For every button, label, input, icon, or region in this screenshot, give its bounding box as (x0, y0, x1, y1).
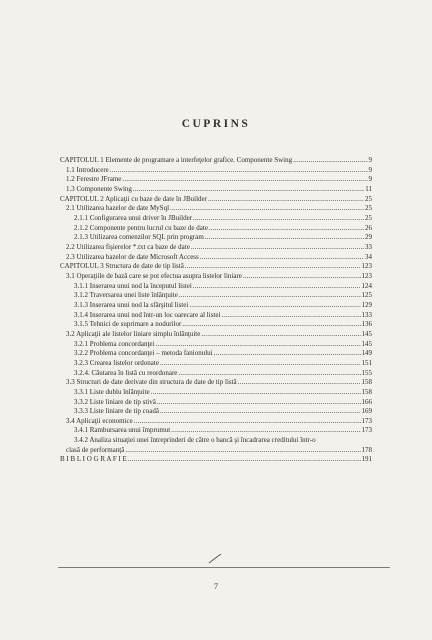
page-number: 7 (214, 582, 218, 591)
toc-entry-page: 29 (365, 233, 372, 242)
toc-entry-page: 9 (368, 175, 372, 184)
toc-entry-page: 26 (365, 223, 372, 232)
toc-entry (74, 407, 372, 415)
toc-leader-dots (171, 426, 360, 434)
toc-entry-title: 3.3.2 Liste liniare de tip stivă (74, 397, 156, 406)
toc-leader-dots (243, 272, 361, 280)
toc-entry-page: 123 (361, 262, 372, 271)
toc-leader-dots (133, 185, 364, 193)
toc-entry (66, 272, 372, 280)
toc-entry-title: 3.4.2 Analiza situaţiei unei întreprinderi de către o bancă şi încadrarea creditului într-o (74, 436, 316, 445)
toc-entry-title: 3.4 Aplicaţii economice (66, 416, 133, 425)
toc-leader-dots (179, 291, 361, 299)
toc-entry-title: 1.3 Componente Swing (66, 184, 132, 193)
toc-entry (60, 156, 372, 164)
toc-leader-dots (200, 253, 364, 261)
toc-leader-dots (155, 340, 360, 348)
toc-entry-page: 173 (361, 416, 372, 425)
toc-entry-title: 3.3.1 Liste dublu înlănţuite (74, 387, 150, 396)
toc-leader-dots (221, 311, 360, 319)
toc-entry-title: 3.3 Structuri de date derivate din structura de date de tip listă (66, 378, 237, 387)
toc-entry (74, 436, 372, 444)
toc-entry (66, 243, 372, 251)
toc-entry-title: 3.1.3 Inserarea unui nod la sfârşitul listei (74, 300, 189, 309)
toc-leader-dots (170, 204, 364, 212)
toc-entry-page: 9 (368, 156, 372, 164)
pen-mark (205, 552, 225, 566)
toc-entry (66, 166, 372, 174)
toc-entry (74, 426, 372, 434)
toc-leader-dots (208, 195, 364, 203)
toc-entry (66, 185, 372, 193)
toc-entry-continuation (66, 446, 372, 454)
toc-entry-page: 145 (361, 339, 372, 348)
toc-entry-title: 3.4.1 Rambursarea unui împrumut (74, 426, 171, 435)
toc-leader-dots (193, 214, 364, 222)
toc-entry-title: 3.2.2 Problema concordanţei – metoda fanionului (74, 349, 213, 358)
toc-entry-title: 3.1 Operaţiile de bază care se pot efectua asupra listelor liniare (66, 271, 242, 280)
toc-entry-page: 155 (361, 368, 372, 377)
toc-entry (74, 349, 372, 357)
toc-leader-dots (191, 243, 364, 251)
toc-entry-title: 2.1.1 Configurarea unui driver în JBuilder (74, 213, 193, 222)
toc-leader-dots (157, 398, 361, 406)
toc-entry-page: 158 (361, 387, 372, 396)
toc-entry-page: 123 (361, 271, 372, 280)
toc-leader-dots (293, 156, 367, 164)
toc-entry-page: 25 (365, 213, 372, 222)
toc-entry (74, 359, 372, 367)
toc-entry-page: 169 (361, 407, 372, 416)
toc-leader-dots (160, 407, 361, 415)
toc-entry-page: 151 (361, 358, 372, 367)
toc-entry-title: CAPITOLUL 1 Elemente de programare a interfeţelor grafice. Componente Swing (60, 156, 293, 164)
toc-entry-title: 3.2 Aplicaţii ale listelor liniare simplu înlănţuite (66, 329, 201, 338)
toc-entry (66, 330, 372, 338)
toc-leader-dots (193, 282, 361, 290)
toc-entry-page: 25 (365, 194, 372, 203)
toc-entry (74, 214, 372, 222)
toc-entry-title: 2.2 Utilizarea fişierelor *.txt ca baze de date (66, 242, 190, 251)
toc-entry-page: 124 (361, 281, 372, 290)
toc-entry-page: 34 (365, 252, 372, 261)
toc-leader-dots (125, 446, 360, 454)
toc-entry-page: 149 (361, 349, 372, 358)
toc-entry (74, 282, 372, 290)
page-title: CUPRINS (181, 118, 251, 130)
toc-entry-page: 145 (361, 329, 372, 338)
toc-entry (66, 204, 372, 212)
toc-entry-title: 3.1.1 Inserarea unui nod la începutul listei (74, 281, 192, 290)
toc-entry-title: 2.1.3 Utilizarea comenzilor SQL prin program (74, 233, 204, 242)
toc-entry-page: 25 (365, 204, 372, 213)
toc-entry-title: 3.1.2 Traversarea unei liste înlănţuite (74, 291, 178, 300)
toc-entry-title: CAPITOLUL 2 Aplicaţii cu baze de date în JBuilder (60, 194, 207, 203)
toc-leader-dots (110, 166, 368, 174)
toc-entry-page: 158 (361, 378, 372, 387)
toc-entry-title: 3.2.3 Crearea listelor ordonate (74, 358, 159, 367)
toc-entry (74, 340, 372, 348)
toc-entry-page: 9 (368, 165, 372, 174)
toc-entry-title: 1.1 Introducere (66, 165, 109, 174)
toc-entry (60, 455, 372, 463)
toc-entry-title: 3.1.4 Inserarea unui nod într-un loc oarecare al listei (74, 310, 221, 319)
toc-entry-page: 133 (361, 310, 372, 319)
toc-entry-page: 33 (365, 242, 372, 251)
toc-entry (60, 195, 372, 203)
toc-leader-dots (151, 388, 361, 396)
toc-entry (74, 388, 372, 396)
toc-entry-title: 3.2.1 Problema concordanţei (74, 339, 155, 348)
toc-entry-page: 129 (361, 300, 372, 309)
toc-entry-title: 3.2.4. Căutarea în listă cu reordonare (74, 368, 178, 377)
toc-entry (66, 253, 372, 261)
toc-entry (60, 262, 372, 270)
toc-leader-dots (128, 455, 361, 463)
toc-entry (74, 291, 372, 299)
footer-rule (58, 567, 390, 568)
toc-entry-title: 1.2 Ferestre JFrame (66, 175, 122, 184)
toc-entry (74, 320, 372, 328)
toc-entry-title: 2.1.2 Componente pentru lucrul cu baze de date (74, 223, 208, 232)
toc-leader-dots (122, 175, 367, 183)
toc-entry (74, 311, 372, 319)
toc-entry (74, 369, 372, 377)
toc-leader-dots (182, 320, 360, 328)
toc-entry (74, 398, 372, 406)
toc-leader-dots (209, 224, 364, 232)
toc-leader-dots (201, 330, 360, 338)
toc-leader-dots (189, 301, 360, 309)
toc-entry (74, 224, 372, 232)
toc-leader-dots (178, 369, 360, 377)
toc-entry-page: 191 (361, 455, 372, 464)
toc-entry (66, 175, 372, 183)
toc-entry-page: 125 (361, 291, 372, 300)
toc-entry-page: 166 (361, 397, 372, 406)
toc-entry-title: 2.1 Utilizarea bazelor de date MySql (66, 204, 170, 213)
toc-leader-dots (214, 349, 361, 357)
toc-entry (74, 233, 372, 241)
toc-entry-title: 2.3 Utilizarea bazelor de date Microsoft Access (66, 252, 199, 261)
toc-entry (66, 378, 372, 386)
toc-entry-page: 173 (361, 426, 372, 435)
toc-entry-page: 11 (365, 184, 372, 193)
toc-entry-title: clasă de performanţă (66, 445, 125, 454)
toc-entry-title: CAPITOLUL 3 Structura de date de tip listă (60, 262, 184, 271)
toc-entry-page: 136 (361, 320, 372, 329)
toc-entry-title: 3.3.3 Liste liniare de tip coadă (74, 407, 159, 416)
toc-entry-title: B I B L I O G R A F I E (60, 455, 127, 464)
toc-leader-dots (160, 359, 361, 367)
toc-leader-dots (134, 417, 361, 425)
toc-leader-dots (185, 262, 361, 270)
toc-leader-dots (205, 233, 364, 241)
toc-entry (66, 417, 372, 425)
toc-entry-title: 3.1.5 Tehnici de suprimare a nodurilor (74, 320, 182, 329)
toc-entry-page: 178 (361, 445, 372, 454)
toc-leader-dots (238, 378, 361, 386)
toc-entry (74, 301, 372, 309)
